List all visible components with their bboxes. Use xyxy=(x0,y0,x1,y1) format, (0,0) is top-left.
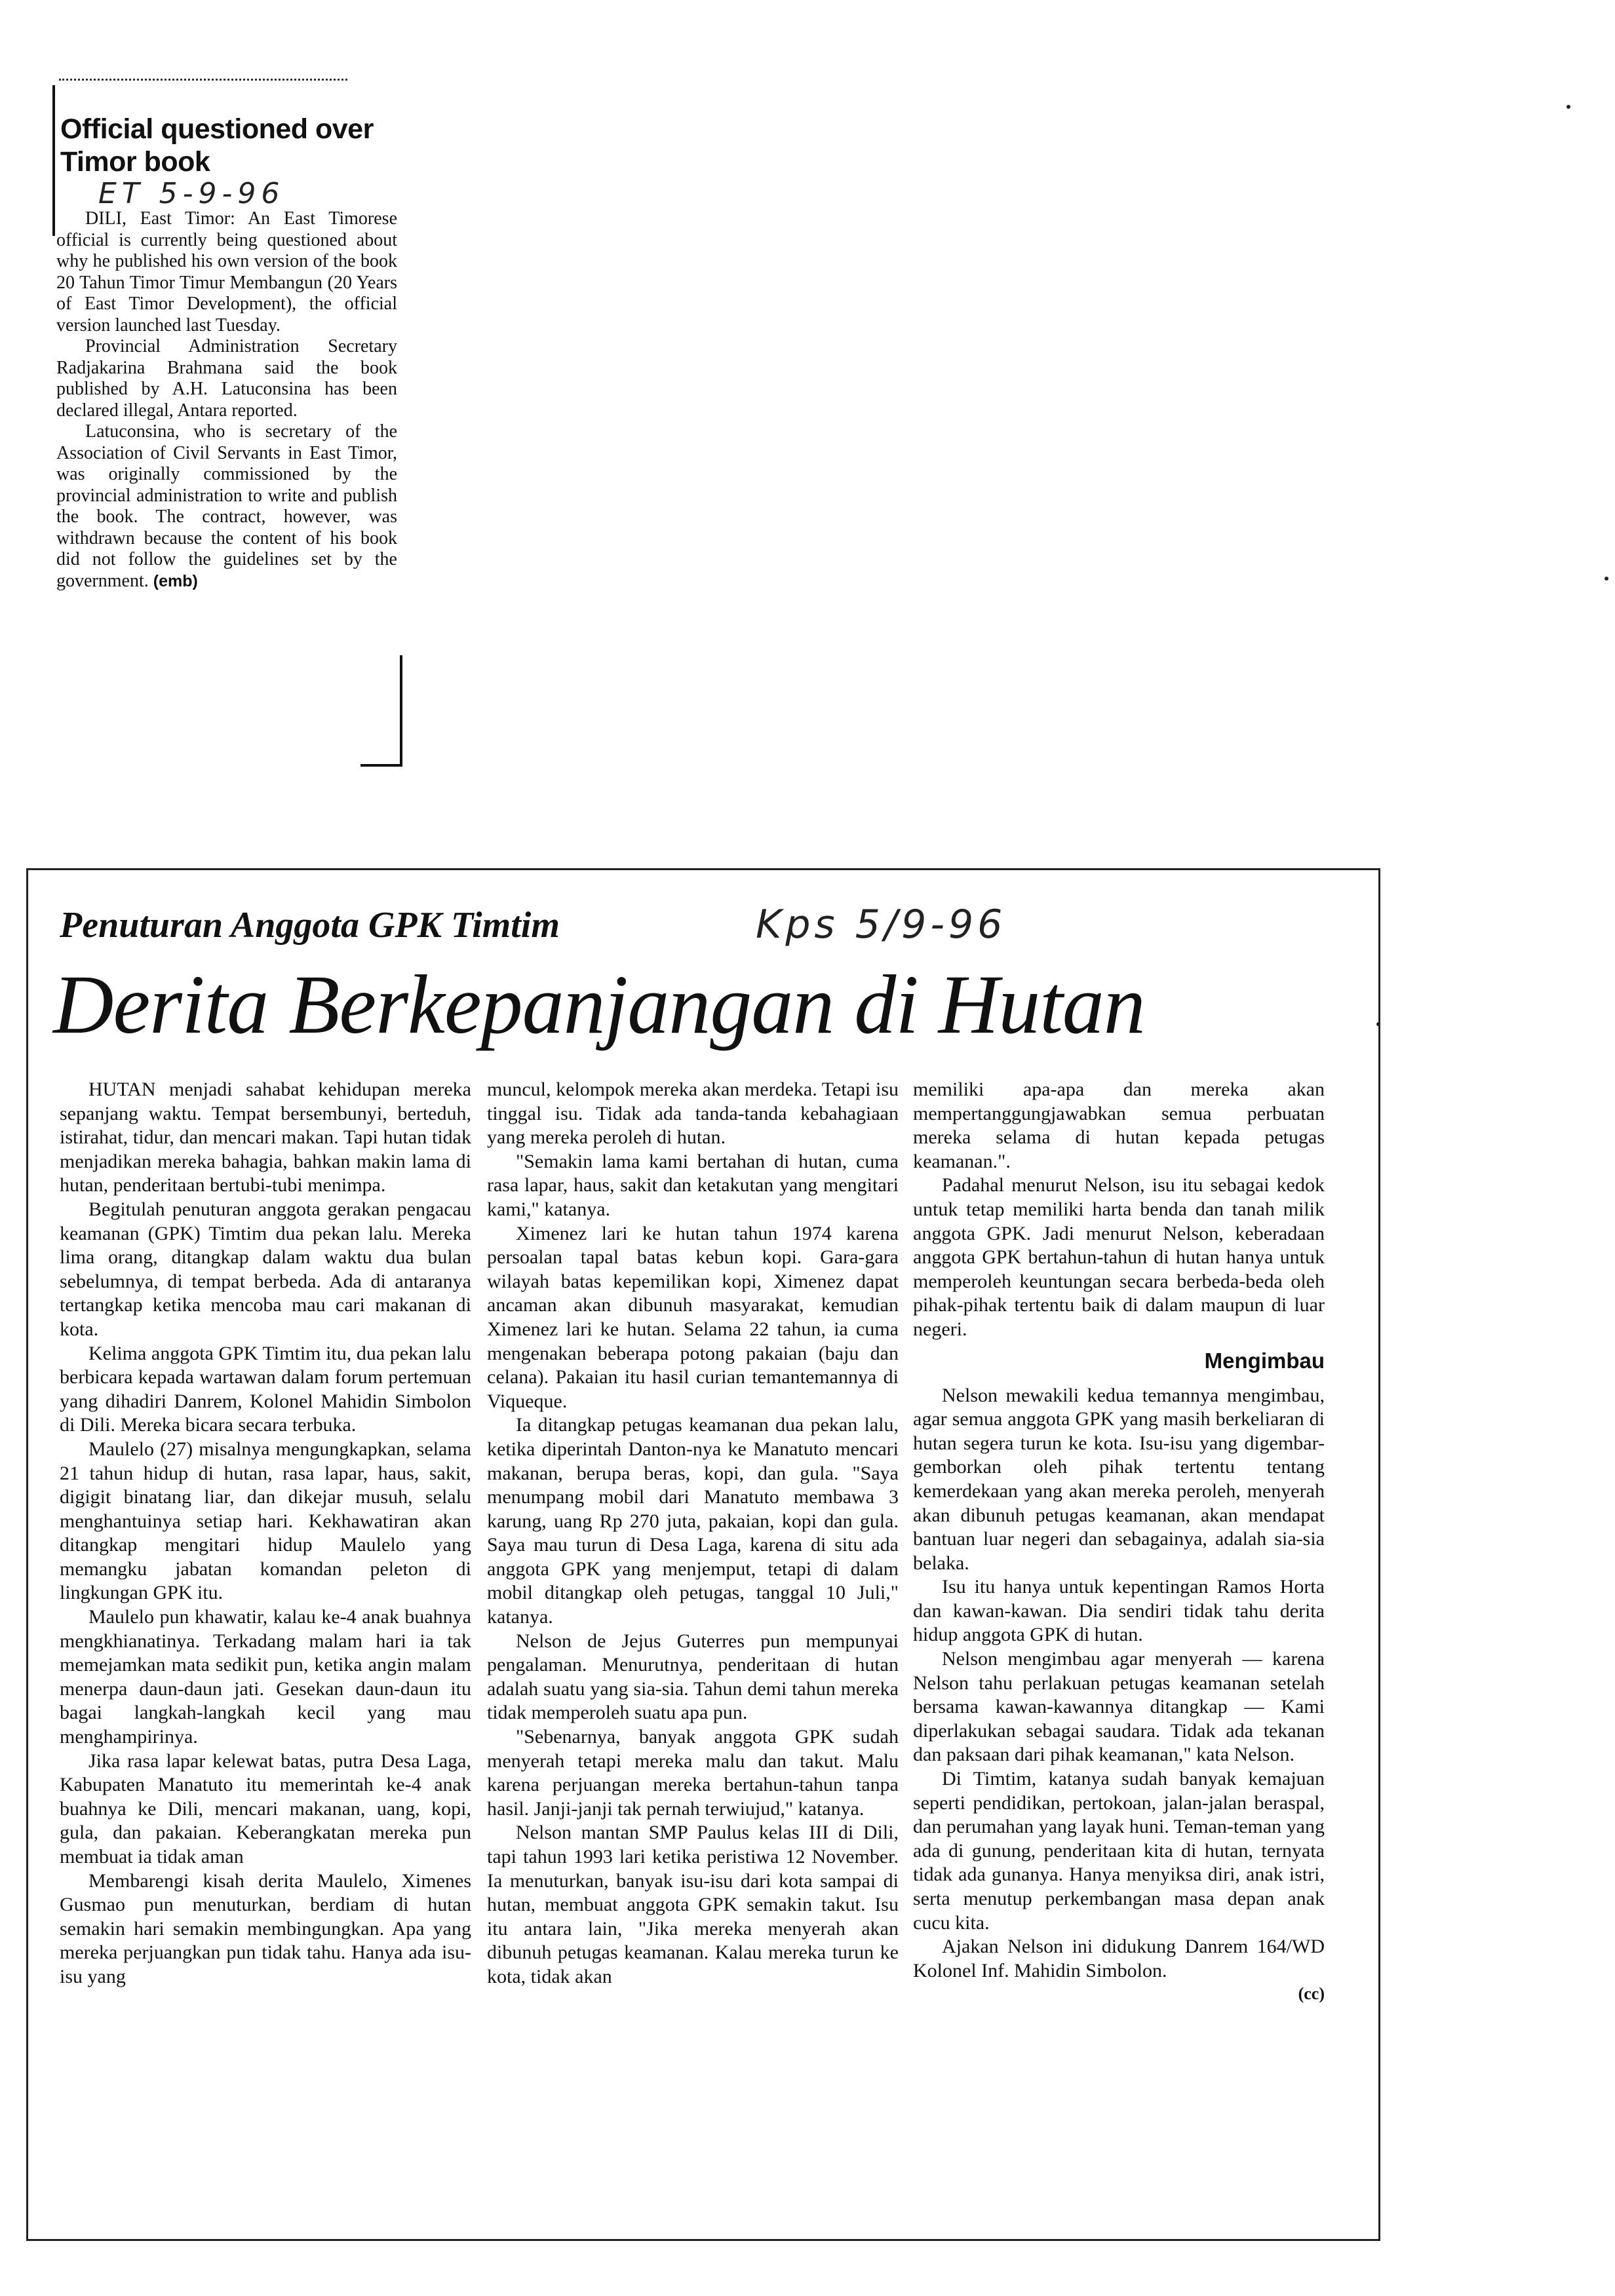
subheading: Mengimbau xyxy=(1204,1348,1325,1373)
paragraph: Ajakan Nelson ini didukung Danrem 164/WD Kolonel Inf. Mahidin Simbolon. xyxy=(913,1936,1325,1981)
handwritten-date-note: Kps 5/9-96 xyxy=(756,902,1007,947)
paragraph: muncul, kelompok mereka akan merdeka. Tetapi isu tinggal isu. Tidak ada tanda-tanda kebahagiaan yang mereka peroleh di hutan. xyxy=(487,1079,899,1149)
column-2 xyxy=(487,1078,899,1989)
paragraph: Di Timtim, katanya sudah banyak kemajuan seperti pendidikan, pertokoan, jalan-jalan beraspal, dan perumahan yang layak huni. Teman-teman yang ada di gunung, penderitaan kita di hutan, ternyata tidak ada gunanya. Hanya menyiksa diri, anak istri, serta menutup perkembangan masa depan anak cucu kita. xyxy=(913,1768,1325,1934)
scribble-mark xyxy=(59,79,347,82)
column-1 xyxy=(60,1078,471,1989)
paragraph: DILI, East Timor: An East Timorese official is currently being questioned about why he published his own version of the book 20 Tahun Timor Timur Membangun (20 Years of East Timor Development), the official version launched last Tuesday. xyxy=(56,208,397,335)
scan-speck xyxy=(1605,577,1608,581)
scan-speck xyxy=(1566,105,1570,109)
paragraph: Nelson de Jejus Guterres pun mempunyai pengalaman. Menurutnya, penderitaan di hutan adalah suatu yang sia-sia. Tahun demi tahun mereka tidak memperoleh suatu apa pun. xyxy=(487,1630,899,1724)
article-body xyxy=(56,208,397,592)
paragraph: "Sebenarnya, banyak anggota GPK sudah menyerah tetapi mereka malu dan takut. Malu karena perjuangan mereka bertahun-tahun tanpa hasil. Janji-janji tak pernah terwiujud," katanya. xyxy=(487,1726,899,1820)
scan-speck xyxy=(1376,1022,1380,1026)
paragraph: Nelson mewakili kedua temannya mengimbau, agar semua anggota GPK yang masih berkeliaran di hutan segera turun ke kota. Isu-isu yang digembar-gemborkan oleh pihak tertentu tentang kemerdekaan yang akan mereka peroleh, menyerah akan dibunuh petugas keamanan, akan mendapat bantuan luar negeri dan sebagainya, adalah sia-sia belaka. xyxy=(913,1384,1325,1574)
paragraph: memiliki apa-apa dan mereka akan mempertanggungjawabkan semua perbuatan mereka selama di hutan kepada petugas keamanan.". xyxy=(913,1079,1325,1172)
paragraph: Begitulah penuturan anggota gerakan pengacau keamanan (GPK) Timtim dua pekan lalu. Mereka lima orang, ditangkap dalam waktu dua bulan sebelumnya, di tempat berbeda. Ada di antaranya tertangkap ketika mencoba mau cari makanan di kota. xyxy=(60,1198,471,1340)
column-3 xyxy=(913,1078,1325,2005)
paragraph: Nelson mantan SMP Paulus kelas III di Dili, tapi tahun 1993 lari ketika peristiwa 12 November. Ia menuturkan, banyak isu-isu dari kota sampai di hutan, membuat anggota GPK semakin takut. Isu itu antara lain, "Jika mereka menyerah akan dibunuh petugas keamanan. Kalau mereka turun ke kota, tidak akan xyxy=(487,1822,899,1987)
bracket-mark xyxy=(52,85,55,236)
paragraph xyxy=(56,421,397,592)
byline: (emb) xyxy=(153,571,198,590)
headline: Official questioned over Timor book xyxy=(60,113,374,178)
paragraph: Maulelo pun khawatir, kalau ke-4 anak buahnya mengkhianatinya. Terkadang malam hari ia tak memejamkan mata sedikit pun, ketika angin malam menerpa daun-daun jati. Gesekan daun-daun itu bagai langkah-langkah kecil yang mau menghampirinya. xyxy=(60,1606,471,1748)
handwritten-date-note: ET 5-9-96 xyxy=(98,177,285,210)
headline: Derita Berkepanjangan di Hutan xyxy=(53,958,1145,1051)
paragraph: Nelson mengimbau agar menyerah — karena Nelson tahu perlakuan petugas keamanan setelah bersama kawan-kawannya ditangkap — Kami diperlakukan sebagai saudara. Tidak ada tekanan dan paksaan dari pihak keamanan," kata Nelson. xyxy=(913,1648,1325,1766)
credit: (cc) xyxy=(1298,1984,1325,2004)
paragraph: Provincial Administration Secretary Radjakarina Brahmana said the book published by A.H. Latuconsina has been declared illegal, Antara reported. xyxy=(56,336,397,421)
paragraph: Maulelo (27) misalnya mengungkapkan, selama 21 tahun hidup di hutan, rasa lapar, haus, sakit, digigit binatang liar, dan dikejar musuh, selalu menghantuinya setiap hari. Kekhawatiran akan ditangkap mengitari hidup Maulelo yang memangku jabatan komandan peleton di lingkungan GPK itu. xyxy=(60,1438,471,1604)
paragraph-text: Latuconsina, who is secretary of the Association of Civil Servants in East Timor, was originally commissioned by the provincial administration to write and publish the book. The contract, however, was withdrawn because the content of his book did not follow the guidelines set by the government. xyxy=(56,421,397,591)
kicker: Penuturan Anggota GPK Timtim xyxy=(60,905,560,946)
paragraph: Membarengi kisah derita Maulelo, Ximenes Gusmao pun menuturkan, berdiam di hutan semakin hari semakin membingungkan. Apa yang mereka perjuangkan pun tidak tahu. Hanya ada isu-isu yang xyxy=(60,1869,471,1987)
paragraph: Ximenez lari ke hutan tahun 1974 karena persoalan tapal batas kebun kopi. Gara-gara wilayah batas kepemilikan kopi, Ximenez dapat ancaman akan dibunuh masyarakat, kemudian Ximenez lari ke hutan. Selama 22 tahun, ia cuma mengenakan beberapa potong pakaian (baju dan celana). Pakaian itu hasil curian temantemannya di Viqueque. xyxy=(487,1222,899,1412)
paragraph: Padahal menurut Nelson, isu itu sebagai kedok untuk tetap memiliki harta benda dan tanah milik anggota GPK. Jadi menurut Nelson, keberadaan anggota GPK bertahun-tahun di hutan hanya untuk memperoleh keuntungan secara berbeda-beda oleh pihak-pihak tertentu baik di dalam maupun di luar negeri. xyxy=(913,1174,1325,1340)
paragraph: Ia ditangkap petugas keamanan dua pekan lalu, ketika diperintah Danton-nya ke Manatuto mencari makanan, berupa beras, kopi, dan gula. "Saya menumpang mobil dari Manatuto membawa 3 karung, uang Rp 270 juta, pakaian, kopi dan gula. Saya mau turun di Desa Laga, karena di situ ada anggota GPK yang menjemput, tetapi di dalam mobil ditangkap oleh petugas, tanggal 10 Juli," katanya. xyxy=(487,1414,899,1628)
clipping-derita-berkepanjangan xyxy=(26,868,1380,2241)
clipping-official-questioned xyxy=(46,79,413,773)
bracket-mark xyxy=(360,764,402,767)
paragraph: Kelima anggota GPK Timtim itu, dua pekan lalu berbicara kepada wartawan dalam forum pertemuan yang dihadiri Danrem, Kolonel Mahidin Simbolon di Dili. Mereka bicara secara terbuka. xyxy=(60,1342,471,1436)
paragraph: Jika rasa lapar kelewat batas, putra Desa Laga, Kabupaten Manatuto itu memerintah ke-4 anak buahnya ke Dili, mencari makanan, uang, kopi, gula, dan pakaian. Keberangkatan mereka pun membuat ia tidak aman xyxy=(60,1750,471,1867)
bracket-mark xyxy=(400,655,402,767)
paragraph: "Semakin lama kami bertahan di hutan, cuma rasa lapar, haus, sakit dan ketakutan yang mengitari kami," katanya. xyxy=(487,1150,899,1220)
paragraph: Isu itu hanya untuk kepentingan Ramos Horta dan kawan-kawan. Dia sendiri tidak tahu derita hidup anggota GPK di hutan. xyxy=(913,1576,1325,1646)
paragraph: HUTAN menjadi sahabat kehidupan mereka sepanjang waktu. Tempat bersembunyi, berteduh, istirahat, tidur, dan mencari makan. Tapi hutan tidak menjadikan mereka bahagia, bahkan makin lama di hutan, penderitaan bertubi-tubi menimpa. xyxy=(60,1079,471,1196)
